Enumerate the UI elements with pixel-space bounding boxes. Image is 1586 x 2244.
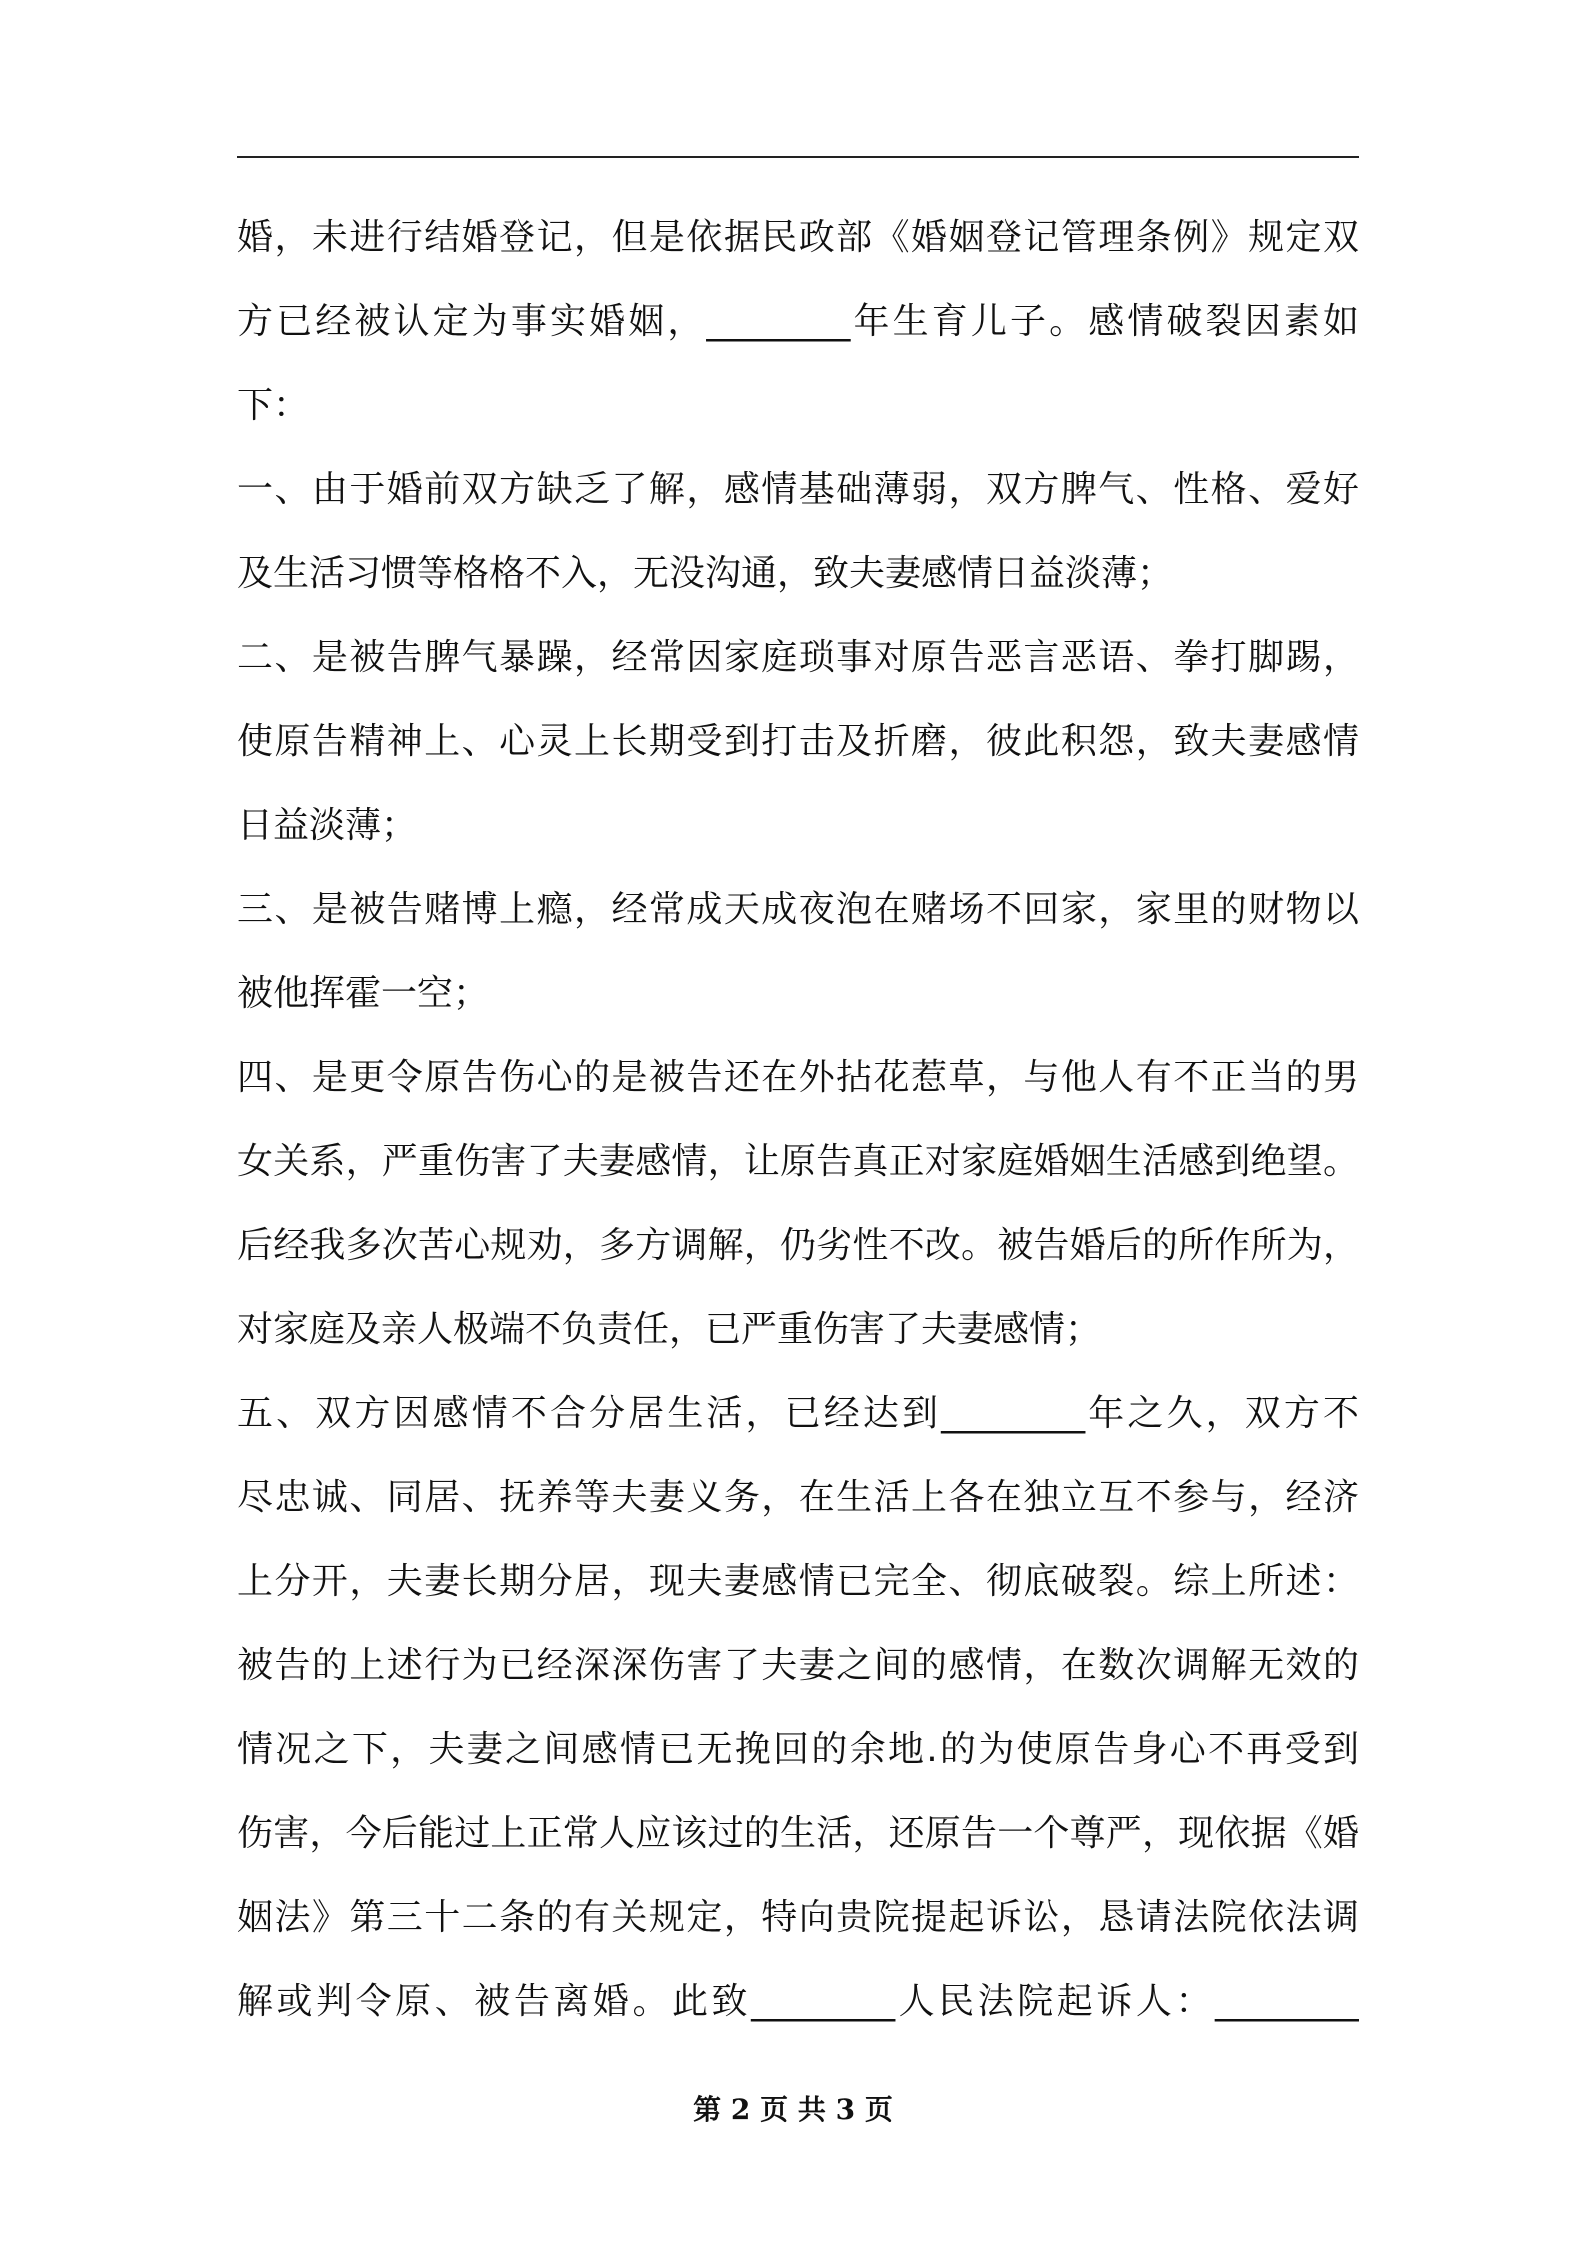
- text-line: 女关系，严重伤害了夫妻感情，让原告真正对家庭婚姻生活感到绝望。: [237, 1141, 1359, 1182]
- text-line: 尽忠诚、同居、抚养等夫妻义务，在生活上各在独立互不参与，经济: [237, 1477, 1359, 1518]
- text-line: 解或判令原、被告离婚。此致________人民法院起诉人：________: [237, 1981, 1359, 2022]
- header-rule: [237, 156, 1359, 158]
- text-line: 后经我多次苦心规劝，多方调解，仍劣性不改。被告婚后的所作所为，: [237, 1225, 1359, 1266]
- text-line: 对家庭及亲人极端不负责任，已严重伤害了夫妻感情；: [237, 1309, 1102, 1350]
- text-line: 一、由于婚前双方缺乏了解，感情基础薄弱，双方脾气、性格、爱好: [237, 469, 1359, 510]
- text-line: 伤害，今后能过上正常人应该过的生活，还原告一个尊严，现依据《婚: [237, 1813, 1359, 1854]
- text-line: 方已经被认定为事实婚姻，________年生育儿子。感情破裂因素如: [237, 301, 1359, 342]
- text-line: 婚，未进行结婚登记，但是依据民政部《婚姻登记管理条例》规定双: [237, 217, 1359, 258]
- text-line: 二、是被告脾气暴躁，经常因家庭琐事对原告恶言恶语、拳打脚踢，: [237, 637, 1359, 678]
- text-line: 上分开，夫妻长期分居，现夫妻感情已完全、彻底破裂。综上所述：: [237, 1561, 1359, 1602]
- text-line: 及生活习惯等格格不入，无没沟通，致夫妻感情日益淡薄；: [237, 553, 1174, 594]
- text-line: 姻法》第三十二条的有关规定，特向贵院提起诉讼，恳请法院依法调: [237, 1897, 1359, 1938]
- text-line: 三、是被告赌博上瘾，经常成天成夜泡在赌场不回家，家里的财物以: [237, 889, 1359, 930]
- text-line: 情况之下，夫妻之间感情已无挽回的余地.的为使原告身心不再受到: [237, 1729, 1359, 1770]
- text-line: 被告的上述行为已经深深伤害了夫妻之间的感情，在数次调解无效的: [237, 1645, 1359, 1686]
- text-line: 日益淡薄；: [237, 805, 418, 846]
- text-line: 使原告精神上、心灵上长期受到打击及折磨，彼此积怨，致夫妻感情: [237, 721, 1359, 762]
- text-line: 被他挥霍一空；: [237, 973, 490, 1014]
- document-body: [237, 196, 1359, 2044]
- page-number: 第 2 页 共 3 页: [693, 2093, 893, 2126]
- text-line: 五、双方因感情不合分居生活，已经达到________年之久，双方不: [237, 1393, 1359, 1434]
- text-line: 下：: [237, 385, 310, 426]
- text-line: 四、是更令原告伤心的是被告还在外拈花惹草，与他人有不正当的男: [237, 1057, 1359, 1098]
